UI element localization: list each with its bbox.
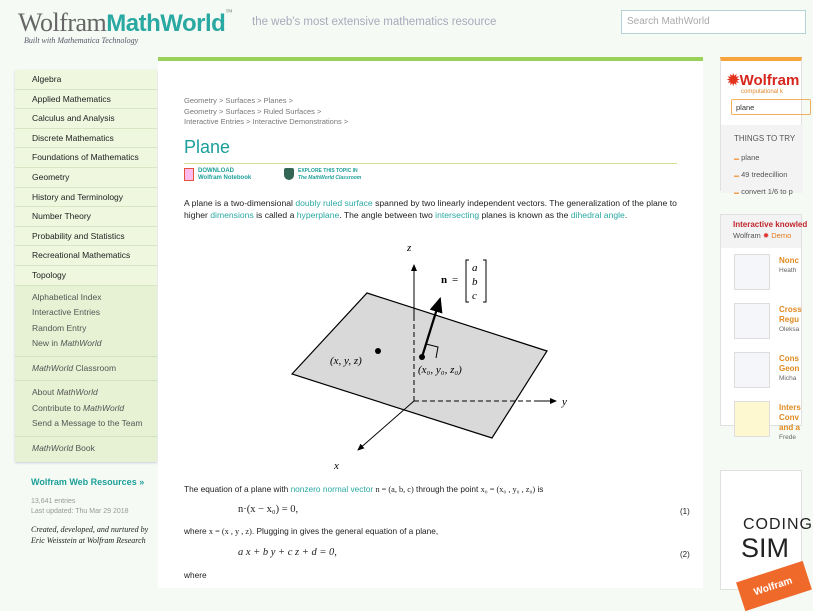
label: Wolfram — [733, 231, 761, 240]
label: Classroom — [75, 362, 117, 373]
label: MathWorld — [56, 387, 98, 398]
text: spanned by two linearly independent vectors. The generalization of the plane to higher — [184, 198, 677, 220]
breadcrumb[interactable]: Geometry > Surfaces > Ruled Surfaces > — [184, 106, 322, 116]
demo-thumbnail — [734, 254, 770, 290]
text: where — [184, 526, 209, 536]
label: Wolfram Notebook — [198, 175, 252, 181]
n-label: n — [441, 274, 448, 286]
equation-2: a x + b y + c z + d = 0, — [238, 547, 337, 558]
label: MathWorld — [83, 402, 125, 413]
text: . — [624, 210, 628, 220]
sidebar-link[interactable]: Alphabetical Index — [32, 291, 102, 302]
try-item[interactable] — [734, 184, 793, 201]
equation-number: (2) — [680, 550, 690, 559]
sidebar-link-about[interactable] — [15, 385, 157, 401]
label: MathWorld — [60, 338, 102, 349]
text: . Plugging in gives the general equation of a plane, — [251, 526, 439, 536]
b-label: b — [472, 276, 478, 288]
sidebar-item-category[interactable]: Probability and Statistics — [15, 227, 157, 247]
trademark: ™ — [225, 8, 232, 16]
link-doubly-ruled-surface[interactable]: doubly ruled surface — [295, 198, 373, 208]
book-cover-image — [736, 561, 812, 611]
link-normal-vector[interactable]: nonzero normal vector — [290, 484, 374, 494]
label: MathWorld — [32, 442, 74, 453]
demo-title: Cons — [779, 354, 799, 363]
sidebar-item-category[interactable]: Geometry — [15, 168, 157, 188]
ad-headline: CODING — [743, 516, 813, 533]
wa-input[interactable]: plane — [731, 99, 811, 115]
demo-thumbnail — [734, 303, 770, 339]
things-to-try-heading: THINGS TO TRY — [734, 134, 796, 143]
label: The MathWorld Classroom — [298, 175, 362, 181]
demo-author: Oleksa — [779, 326, 800, 333]
math: x₀ = (x₀ , y₀ , z₀) — [480, 485, 536, 494]
wolfram-mathworld-logo[interactable] — [18, 8, 232, 38]
label: DOWNLOAD — [198, 168, 234, 174]
breadcrumb[interactable]: Geometry > Surfaces > Planes > — [184, 96, 294, 105]
text: . The angle between two — [339, 210, 436, 220]
label: Contribute to — [32, 402, 81, 413]
link-intersecting[interactable]: intersecting — [435, 210, 480, 220]
wolfram-alpha-widget — [720, 57, 802, 196]
sidebar-link-contribute[interactable] — [15, 401, 157, 417]
demo-title: Inters — [779, 403, 801, 412]
demo-author: Frede — [779, 434, 796, 441]
demo-title: Geon — [779, 364, 800, 373]
where-text: where — [184, 570, 207, 580]
sidebar-link[interactable]: Interactive Entries — [32, 307, 101, 318]
text: The equation of a plane with — [184, 484, 291, 494]
demo-thumbnail — [734, 352, 770, 388]
demo-title: Conv — [779, 413, 799, 422]
demo-author: Heath — [779, 267, 797, 274]
label: Demo — [771, 231, 792, 240]
wa-subtitle: computational k — [741, 89, 784, 95]
label: Wolfram — [739, 72, 800, 89]
logo-wolfram: Wolfram — [18, 8, 107, 37]
equation-sentence — [184, 484, 543, 494]
sidebar-item-category[interactable]: Foundations of Mathematics — [15, 148, 157, 168]
try-item[interactable] — [734, 150, 793, 167]
demo-author: Micha — [779, 375, 797, 382]
label: Wolfram — [752, 575, 794, 599]
link-dihedral-angle[interactable]: dihedral angle — [570, 210, 625, 220]
bullet-icon: ▬ — [734, 156, 739, 162]
where-sentence — [184, 526, 438, 536]
spikey-icon: ✹ — [762, 231, 770, 240]
text: is called a — [253, 210, 297, 220]
link-dimensions[interactable]: dimensions — [210, 210, 254, 220]
demo-title: and a — [779, 423, 800, 432]
link-hyperplane[interactable]: hyperplane — [296, 210, 340, 220]
point0-label: (x₀, y₀, z₀) — [418, 364, 462, 376]
label: Book — [75, 442, 95, 453]
breadcrumb[interactable]: Interactive Entries > Interactive Demonstrations > — [184, 117, 349, 126]
sidebar-link-book[interactable] — [15, 441, 157, 457]
equation-number: (1) — [680, 507, 690, 516]
demo-title: Regu — [779, 315, 799, 324]
page-title: Plane — [184, 137, 231, 157]
coding-ad[interactable] — [720, 470, 813, 599]
sidebar-item-category[interactable]: Calculus and Analysis — [15, 109, 157, 129]
bullet-icon: ▬ — [734, 173, 739, 179]
math: x = (x , y , z) — [208, 527, 252, 536]
x-label: x — [334, 460, 339, 472]
label: convert 1/6 to p — [741, 187, 793, 196]
sidebar-link-new[interactable] — [15, 336, 157, 352]
demo-item[interactable] — [721, 352, 801, 395]
text: planes is known as the — [479, 210, 571, 220]
point-x0 — [419, 354, 425, 360]
search-input[interactable]: Search MathWorld — [621, 10, 806, 34]
entry-count: 13,641 entries — [31, 498, 76, 505]
demo-item[interactable] — [721, 254, 801, 297]
wolfram-web-resources-link[interactable]: Wolfram Web Resources » — [31, 477, 145, 487]
try-item[interactable] — [734, 167, 793, 184]
sidebar-item-category[interactable]: Discrete Mathematics — [15, 129, 157, 149]
sidebar — [15, 70, 157, 462]
demo-title: Nonc — [779, 256, 799, 265]
sidebar-item-category[interactable]: Number Theory — [15, 207, 157, 227]
label: About — [32, 387, 55, 398]
math: n = (a, b, c) — [375, 485, 414, 494]
sidebar-link[interactable]: Random Entry — [32, 322, 87, 333]
sidebar-item-category[interactable]: Topology — [15, 266, 157, 286]
c-label: c — [472, 290, 477, 302]
demo-title: Cross — [779, 305, 802, 314]
label: MathWorld — [32, 362, 74, 373]
x-axis — [358, 401, 414, 450]
point-xyz — [375, 348, 381, 354]
equals: = — [452, 274, 459, 286]
z-label: z — [407, 242, 412, 254]
last-updated: Last updated: Thu Mar 29 2018 — [31, 508, 129, 515]
point-label: (x, y, z) — [330, 355, 362, 367]
credit: Created, developed, and nurtured by Eric Weisstein at Wolfram Research — [31, 525, 149, 545]
slogan: the web's most extensive mathematics resource — [252, 16, 497, 28]
label: EXPLORE THIS TOPIC IN — [298, 168, 358, 174]
sidebar-item-category[interactable]: Applied Mathematics — [15, 90, 157, 110]
sidebar-item-category[interactable]: History and Terminology — [15, 188, 157, 208]
bullet-icon: ▬ — [734, 190, 739, 196]
sidebar-item-category[interactable]: Algebra — [15, 70, 157, 90]
sidebar-link-classroom[interactable] — [15, 361, 157, 377]
text: A plane is a two-dimensional — [184, 198, 296, 208]
y-label: y — [562, 396, 567, 408]
equation-1: n·(x − x₀) = 0, — [238, 504, 299, 515]
text: through the point — [413, 484, 481, 494]
demonstrations-widget — [720, 214, 808, 441]
ad-headline-2: SIM — [741, 533, 790, 563]
interactive-knowledge-heading: Interactive knowled — [733, 220, 808, 229]
label: 49 tredecillion — [741, 170, 788, 179]
demo-item[interactable] — [721, 303, 801, 346]
main-content — [158, 57, 703, 588]
label: New in — [32, 338, 58, 349]
wolfram-alpha-logo: ✹Wolfram — [727, 72, 800, 89]
label: plane — [741, 153, 760, 162]
logo-mathworld: MathWorld — [106, 10, 226, 37]
sidebar-item-category[interactable]: Recreational Mathematics — [15, 246, 157, 266]
a-label: a — [472, 262, 478, 274]
demo-item[interactable] — [721, 401, 801, 444]
text: is — [535, 484, 544, 494]
sidebar-link-send[interactable]: Send a Message to the Team — [32, 418, 143, 429]
tagline: Built with Mathematica Technology — [24, 36, 139, 45]
demo-thumbnail — [734, 401, 770, 437]
